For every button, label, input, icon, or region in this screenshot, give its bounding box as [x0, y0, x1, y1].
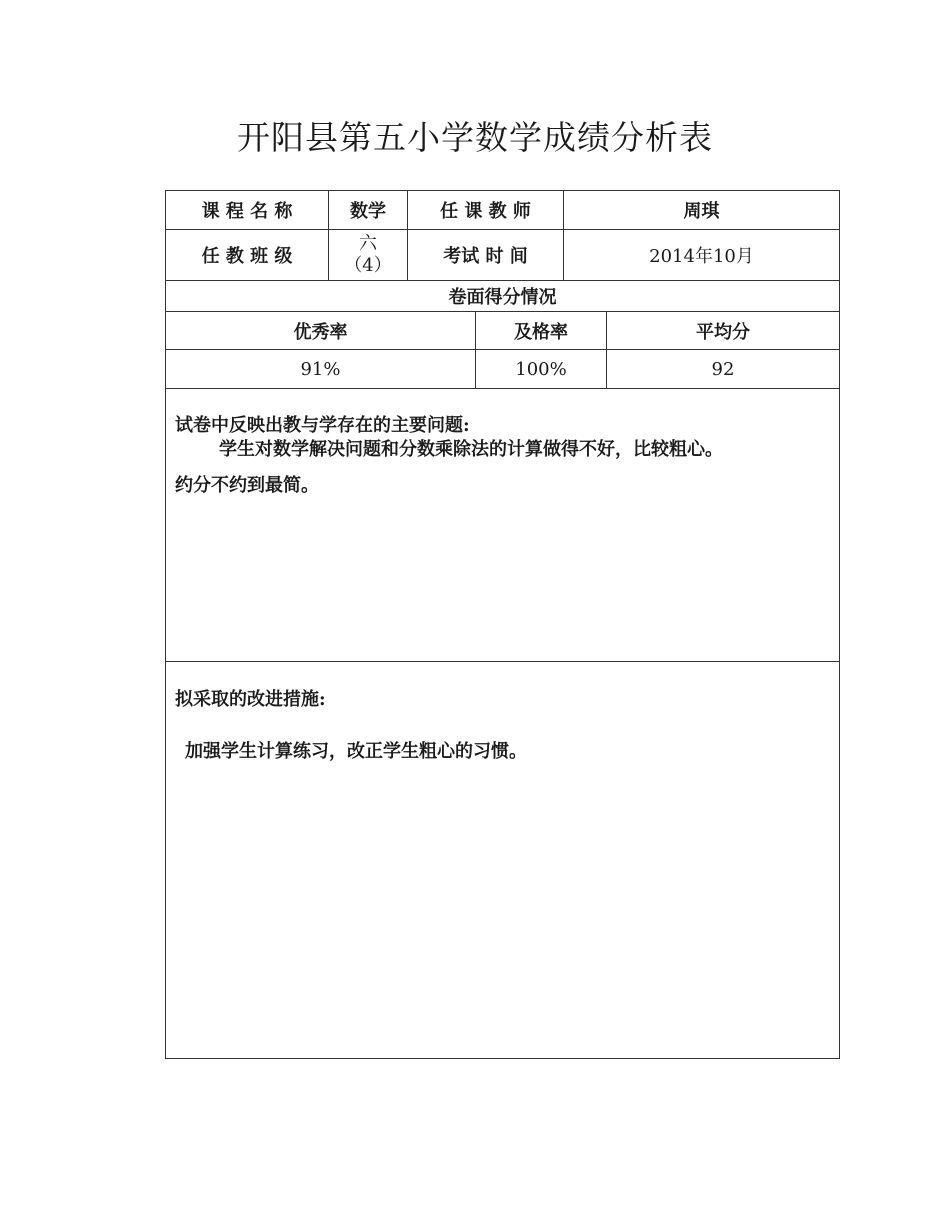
teacher-label-text: 任 课 教 师 — [440, 201, 531, 222]
class-value-line1: 六 — [359, 233, 377, 254]
average-score-value-text: 92 — [711, 358, 735, 380]
excellent-rate-value-text: 91% — [300, 358, 341, 380]
problems-text — [175, 412, 825, 500]
course-name-label — [165, 190, 329, 230]
class-label-text: 任 教 班 级 — [201, 246, 293, 267]
score-section-title — [165, 280, 840, 312]
exam-time-label-text: 考试 时 间 — [443, 246, 528, 267]
excellent-rate-value — [165, 349, 476, 389]
page-title: 开阳县第五小学数学成绩分析表 — [237, 118, 713, 157]
course-name-value — [328, 190, 408, 230]
problems-heading: 试卷中反映出教与学存在的主要问题: — [175, 415, 470, 436]
average-score-value — [606, 349, 840, 389]
course-name-value-text: 数学 — [350, 201, 386, 222]
pass-rate-value-text: 100% — [515, 358, 567, 380]
pass-rate-header-text: 及格率 — [514, 321, 568, 343]
course-name-label-text: 课 程 名 称 — [201, 201, 293, 222]
pass-rate-value — [475, 349, 607, 389]
problems-line2: 约分不约到最简。 — [175, 475, 319, 496]
average-score-header-text: 平均分 — [696, 321, 750, 343]
excellent-rate-header-text: 优秀率 — [293, 321, 348, 343]
class-value — [328, 229, 408, 281]
measures-line1: 加强学生计算练习，改正学生粗心的习惯。 — [185, 741, 527, 762]
teacher-value — [563, 190, 840, 230]
measures-heading: 拟采取的改进措施: — [175, 689, 326, 710]
average-score-header — [606, 311, 840, 350]
teacher-label — [407, 190, 564, 230]
measures-text — [175, 686, 825, 766]
exam-time-label — [407, 229, 564, 281]
pass-rate-header — [475, 311, 607, 350]
teacher-value-text: 周琪 — [683, 201, 720, 222]
exam-time-value — [563, 229, 840, 281]
problems-line1: 学生对数学解决问题和分数乘除法的计算做得不好，比较粗心。 — [219, 439, 723, 460]
excellent-rate-header — [165, 311, 476, 350]
score-section-title-text: 卷面得分情况 — [448, 287, 557, 308]
class-value-line2: （4） — [344, 255, 392, 276]
exam-time-value-text: 2014年10月 — [649, 246, 754, 267]
class-label — [165, 229, 329, 281]
